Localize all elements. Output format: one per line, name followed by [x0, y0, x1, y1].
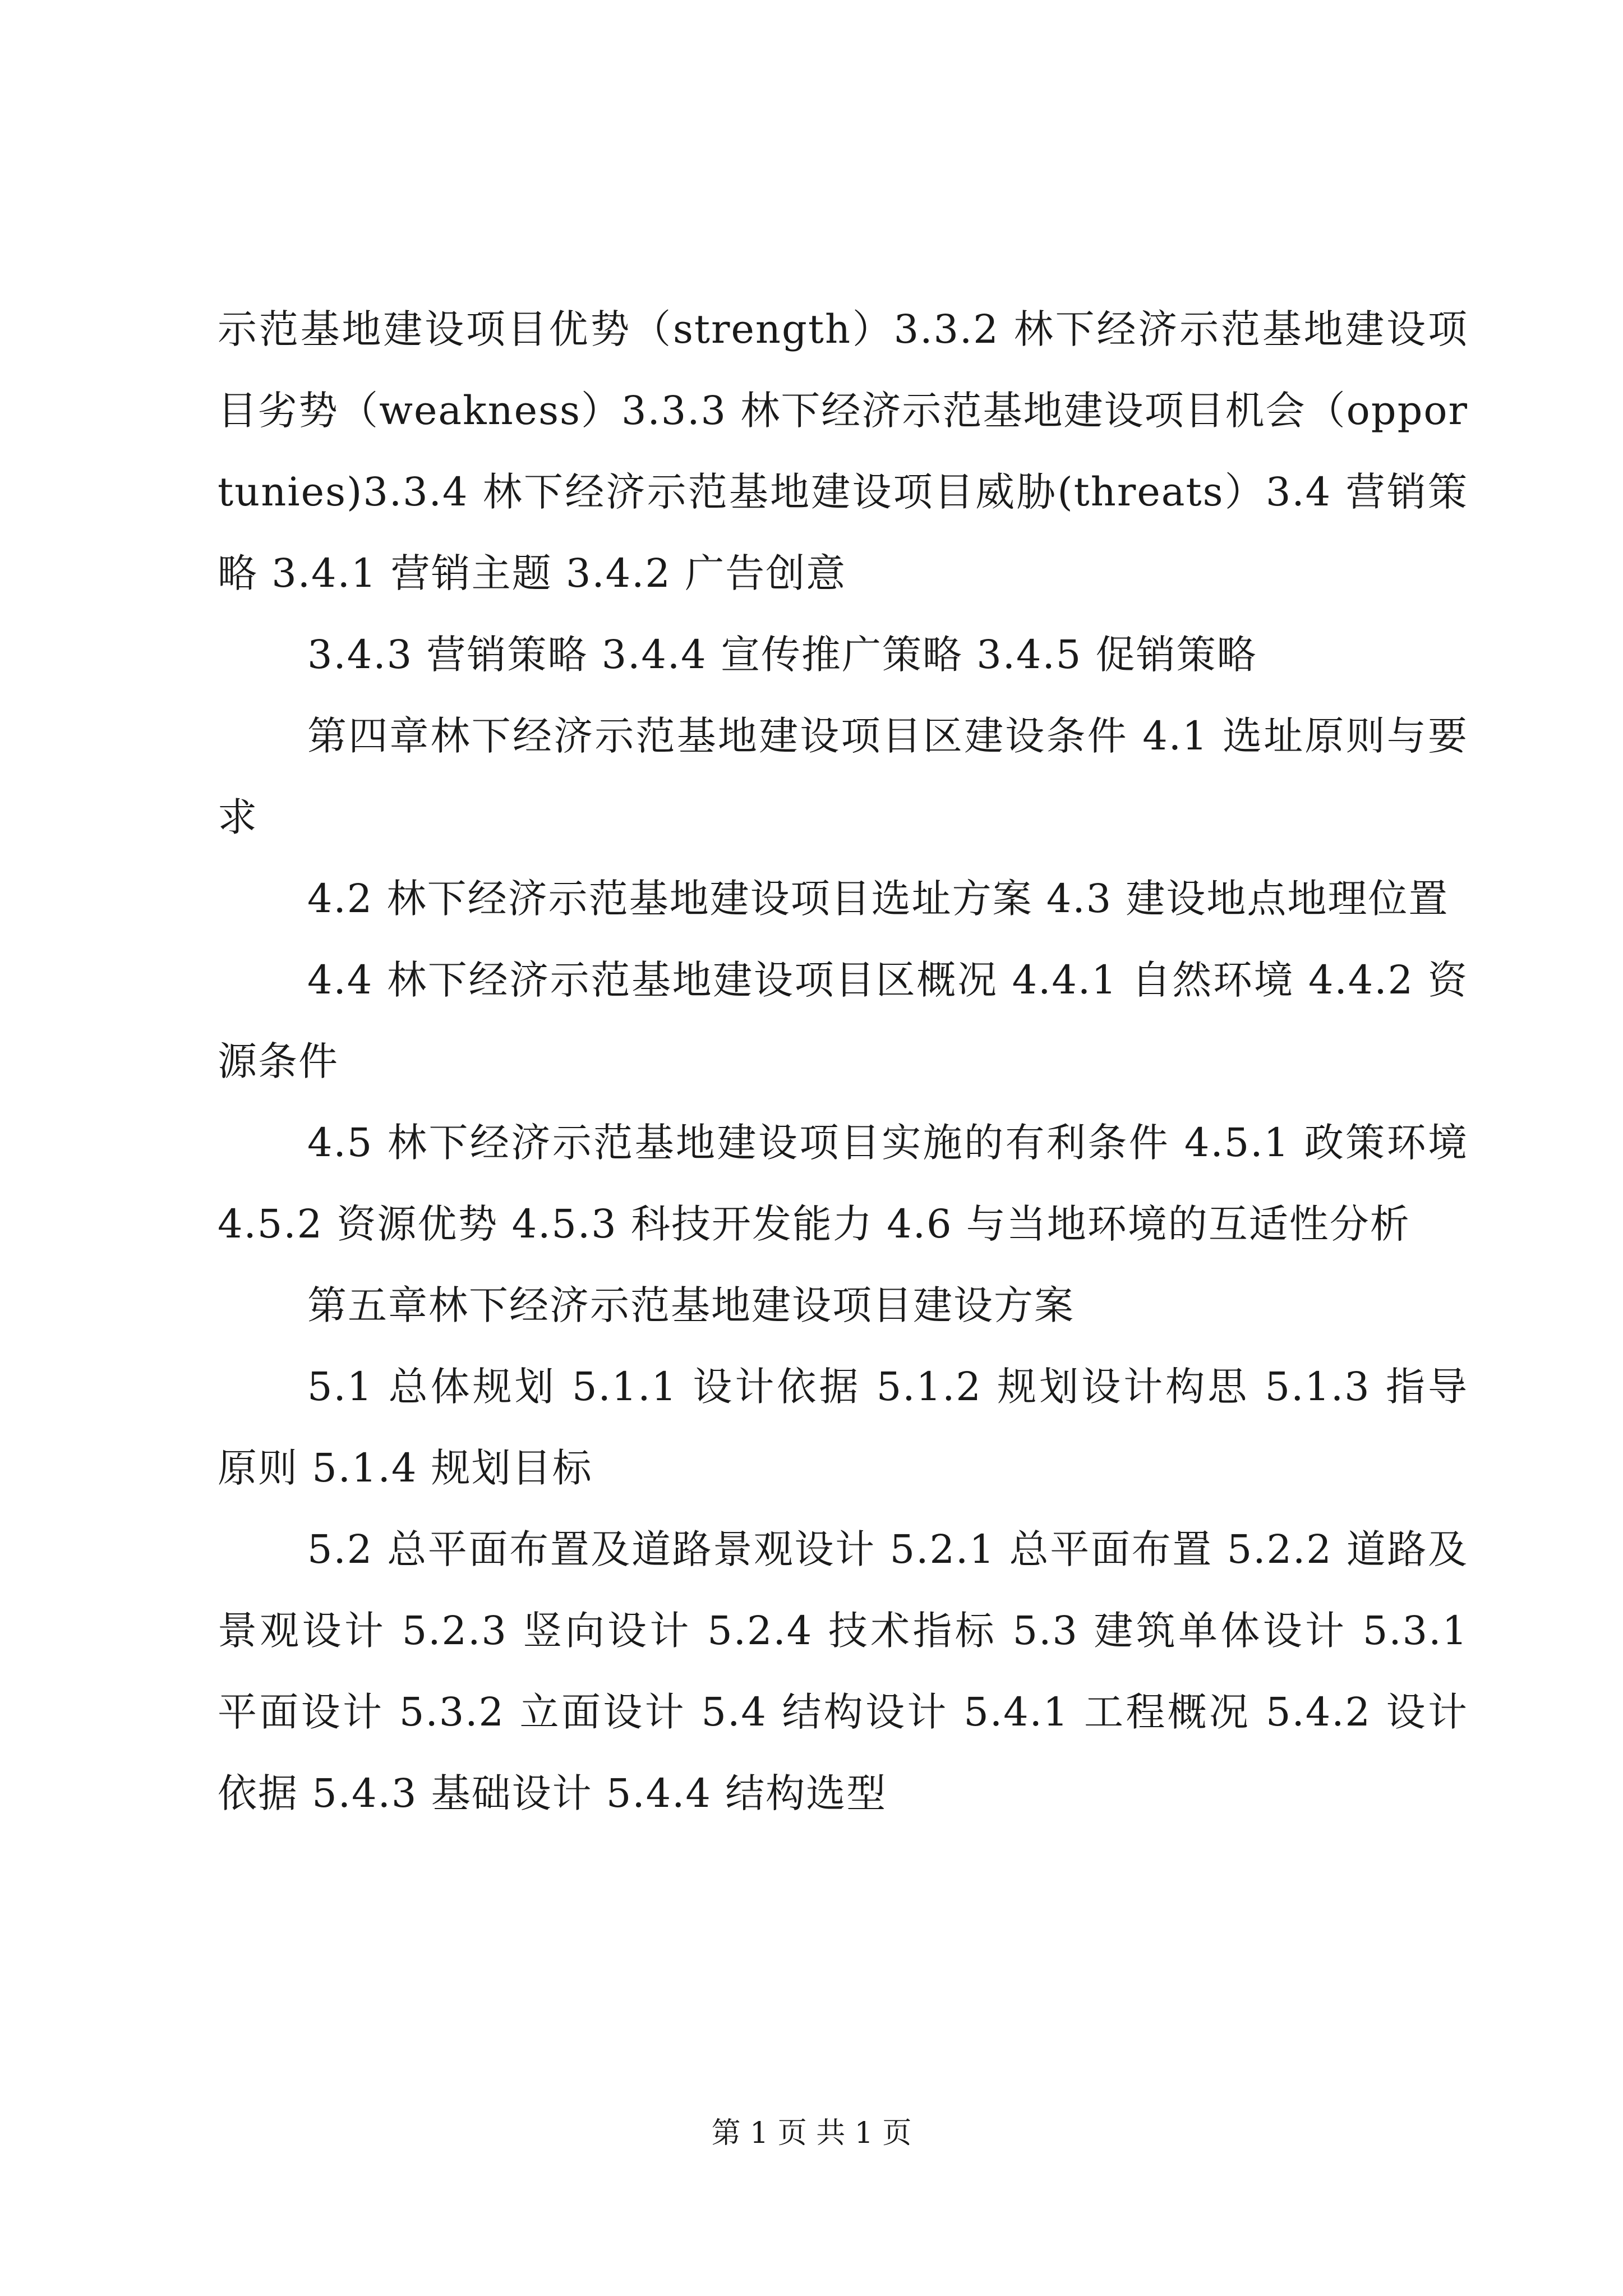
paragraph: 5.1 总体规划 5.1.1 设计依据 5.1.2 规划设计构思 5.1.3 指导原则 5.1.4 规划目标: [218, 1364, 1468, 1491]
paragraph: 4.4 林下经济示范基地建设项目区概况 4.4.1 自然环境 4.4.2 资源条件: [218, 957, 1468, 1084]
paragraph: 3.4.3 营销策略 3.4.4 宣传推广策略 3.4.5 促销策略: [307, 632, 1257, 678]
paragraph: 4.2 林下经济示范基地建设项目选址方案 4.3 建设地点地理位置: [307, 876, 1449, 922]
paragraph: 第五章林下经济示范基地建设项目建设方案: [307, 1282, 1075, 1328]
document-body: [218, 289, 1468, 1834]
page-footer: 第 1 页 共 1 页: [711, 2116, 912, 2150]
paragraph: 第四章林下经济示范基地建设项目区建设条件 4.1 选址原则与要求: [218, 713, 1468, 840]
paragraph: 示范基地建设项目优势（strength）3.3.2 林下经济示范基地建设项目劣势（weakness）3.3.3 林下经济示范基地建设项目机会（opportunies)3.3.4 林下经济示范基地建设项目威胁(threats）3.4 营销策略 3.4.1 营销主题 3.4.2 广告创意: [218, 306, 1468, 596]
paragraph: 5.2 总平面布置及道路景观设计 5.2.1 总平面布置 5.2.2 道路及景观设计 5.2.3 竖向设计 5.2.4 技术指标 5.3 建筑单体设计 5.3.1 平面设计 5.3.2 立面设计 5.4 结构设计 5.4.1 工程概况 5.4.2 设计依据 5.4.3 基础设计 5.4.4 结构选型: [218, 1526, 1468, 1816]
paragraph: 4.5 林下经济示范基地建设项目实施的有利条件 4.5.1 政策环境 4.5.2 资源优势 4.5.3 科技开发能力 4.6 与当地环境的互适性分析: [218, 1120, 1468, 1247]
